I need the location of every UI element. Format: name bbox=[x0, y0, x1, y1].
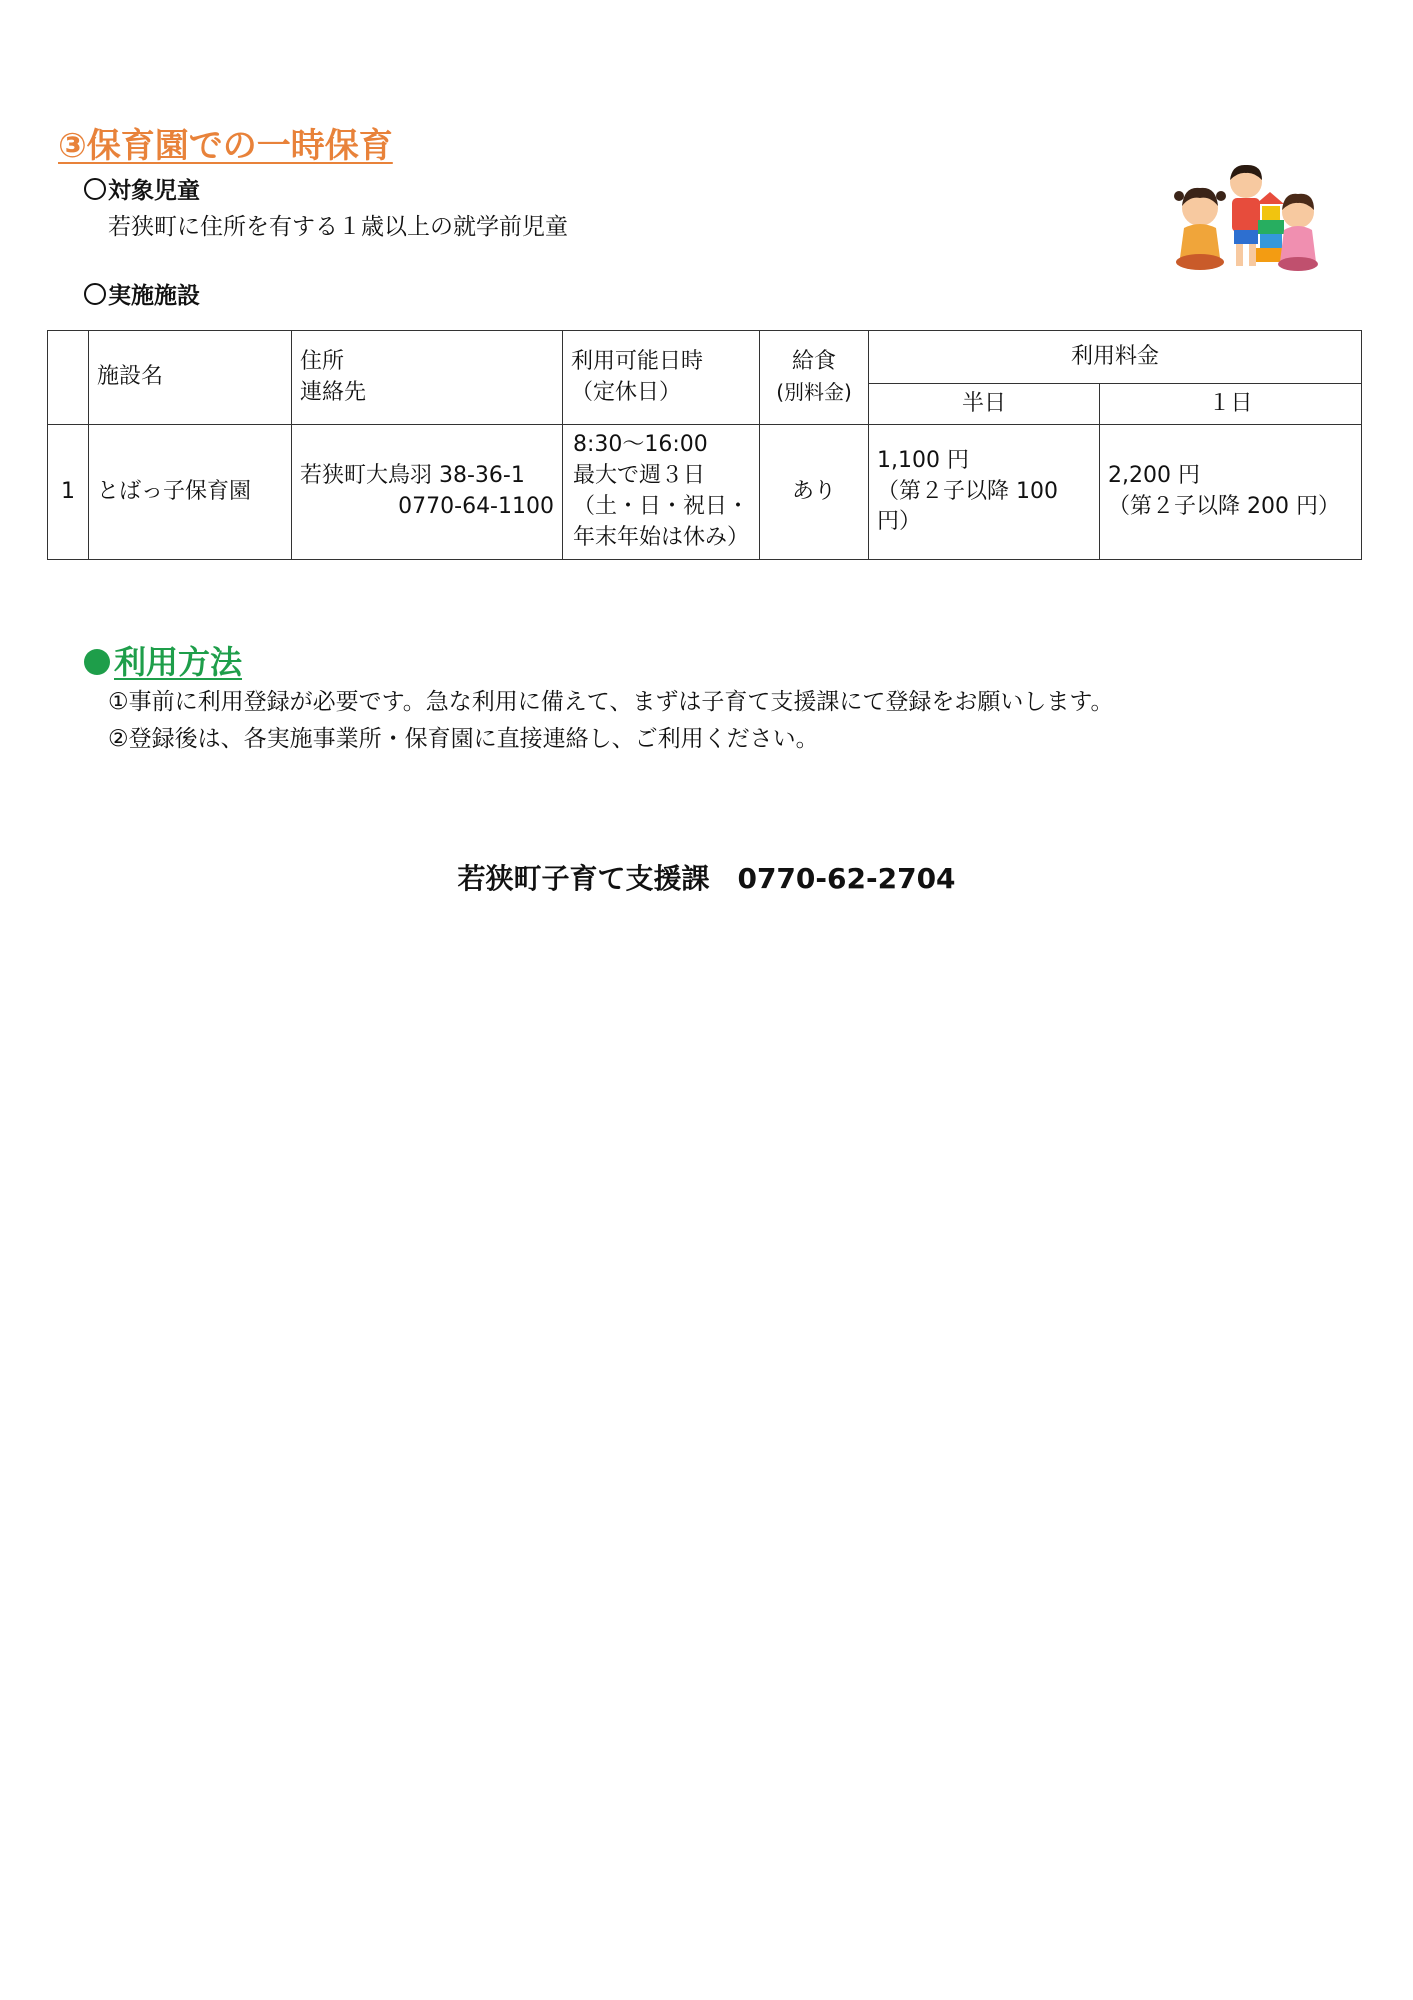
header-address-line2: 連絡先 bbox=[300, 379, 367, 405]
header-hours-line1: 利用可能日時 bbox=[571, 348, 704, 374]
row-no: 1 bbox=[48, 425, 89, 560]
header-hours-line2: （定休日） bbox=[571, 379, 682, 405]
header-fee: 利用料金 bbox=[869, 331, 1362, 384]
target-heading-label: 対象児童 bbox=[108, 178, 200, 204]
facility-table bbox=[47, 330, 1362, 560]
facility-heading bbox=[84, 277, 200, 310]
row-closed-line2: 年末年始は休み） bbox=[573, 524, 750, 550]
header-meal-line2: (別料金) bbox=[776, 379, 852, 404]
row-half-fee-note: （第２子以降 100 円） bbox=[877, 478, 1058, 535]
method-title bbox=[84, 637, 242, 683]
header-address bbox=[292, 331, 563, 425]
section-title: ③保育園での一時保育 bbox=[58, 126, 393, 166]
method-title-label: 利用方法 bbox=[114, 643, 243, 681]
row-hours-time: 8:30～16:00 bbox=[573, 432, 708, 458]
row-full-fee-amount: 2,200 円 bbox=[1108, 463, 1200, 489]
row-half-fee-amount: 1,100 円 bbox=[877, 447, 969, 473]
row-full-fee bbox=[1100, 425, 1362, 560]
contact-phone: 0770-62-2704 bbox=[737, 862, 956, 895]
target-heading bbox=[84, 172, 200, 205]
row-meal: あり bbox=[760, 425, 869, 560]
header-no-cell bbox=[48, 331, 89, 425]
row-phone: 0770-64-1100 bbox=[398, 494, 554, 519]
row-hours bbox=[563, 425, 760, 560]
circle-mark-icon bbox=[84, 283, 106, 305]
green-dot-icon bbox=[84, 649, 110, 675]
contact-dept: 若狭町子育て支援課 bbox=[457, 862, 710, 895]
row-full-fee-note: （第２子以降 200 円） bbox=[1108, 494, 1340, 519]
facility-heading-label: 実施施設 bbox=[108, 283, 200, 309]
header-half-day: 半日 bbox=[869, 384, 1100, 425]
target-text: 若狭町に住所を有する１歳以上の就学前児童 bbox=[108, 214, 568, 240]
header-hours bbox=[563, 331, 760, 425]
header-full-day: １日 bbox=[1100, 384, 1362, 425]
row-address bbox=[292, 425, 563, 560]
table-header-row bbox=[48, 331, 1362, 384]
children-playing-blocks-illustration bbox=[1170, 158, 1320, 274]
row-address-text: 若狭町大鳥羽 38-36-1 bbox=[300, 463, 525, 489]
header-meal bbox=[760, 331, 869, 425]
row-hours-days: 最大で週３日 bbox=[573, 463, 706, 489]
row-name: とばっ子保育園 bbox=[89, 425, 292, 560]
contact-line bbox=[0, 857, 1413, 897]
row-closed-line1: （土・日・祝日・ bbox=[573, 494, 750, 519]
header-address-line1: 住所 bbox=[300, 348, 345, 374]
table-row bbox=[48, 425, 1362, 560]
header-meal-line1: 給食 bbox=[791, 348, 836, 374]
method-step-2: ②登録後は、各実施事業所・保育園に直接連絡し、ご利用ください。 bbox=[108, 726, 819, 752]
row-half-fee bbox=[869, 425, 1100, 560]
method-step-1: ①事前に利用登録が必要です。急な利用に備えて、まずは子育て支援課にて登録をお願いします。 bbox=[108, 689, 1114, 715]
header-name: 施設名 bbox=[89, 331, 292, 425]
circle-mark-icon bbox=[84, 178, 106, 200]
